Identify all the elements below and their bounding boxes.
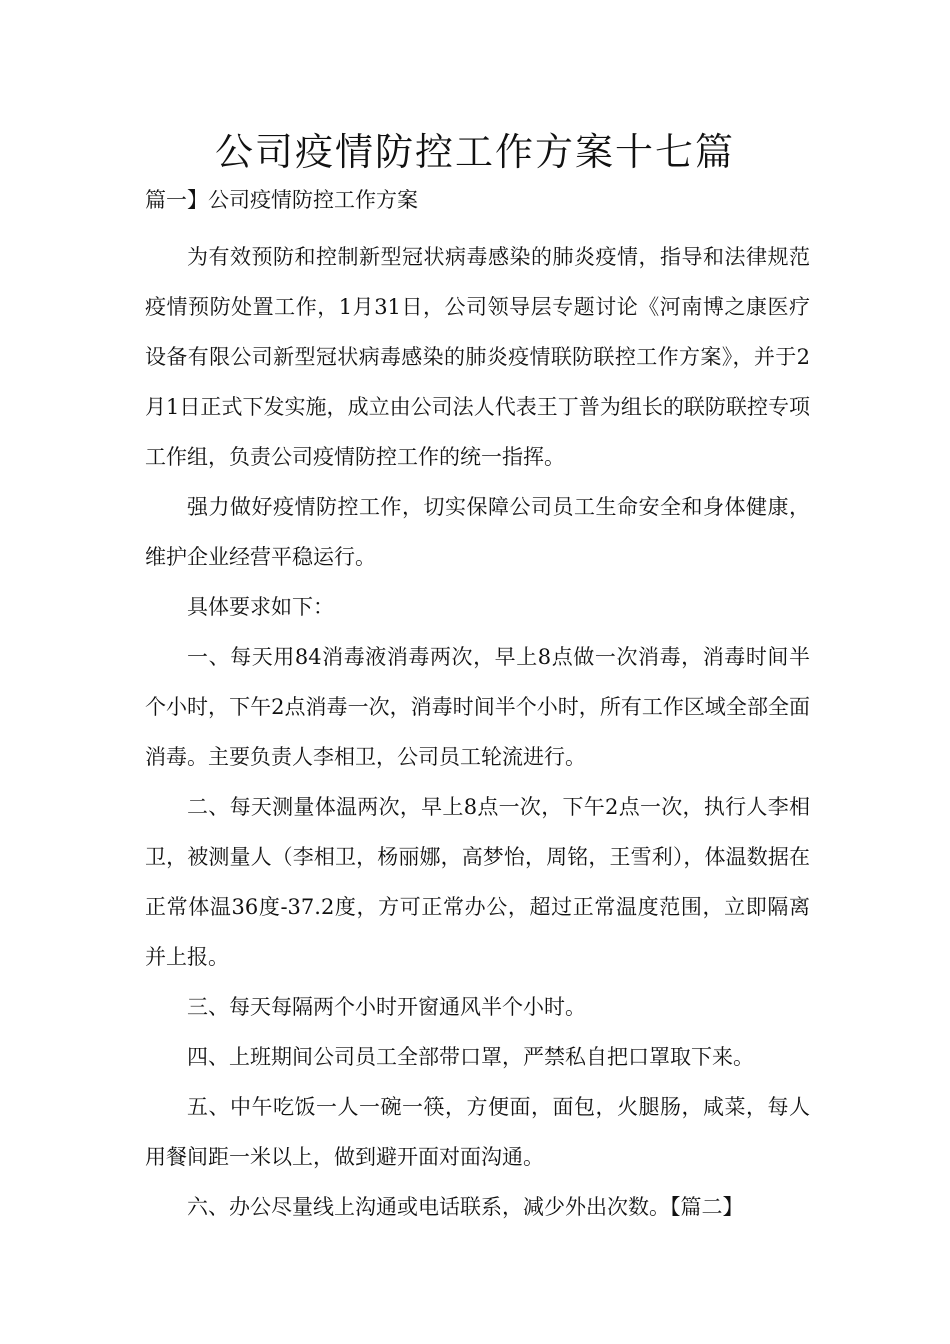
paragraph-item-3: 三、每天每隔两个小时开窗通风半个小时。	[187, 995, 586, 1019]
paragraph-requirements-lead: 具体要求如下：	[187, 595, 334, 619]
paragraph-item-6: 六、办公尽量线上沟通或电话联系，减少外出次数。【篇二】	[187, 1195, 744, 1219]
paragraph-item-4: 四、上班期间公司员工全部带口罩，严禁私自把口罩取下来。	[187, 1045, 754, 1069]
document-title: 公司疫情防控工作方案十七篇	[214, 130, 735, 174]
paragraph-item-5: 五、中午吃饭一人一碗一筷，方便面，面包，火腿肠，咸菜，每人用餐间距一米以上，做到避开面对面沟通。	[145, 1095, 810, 1169]
section-heading: 篇一】公司疫情防控工作方案	[145, 188, 418, 212]
paragraph-item-1: 一、每天用84消毒液消毒两次，早上8点做一次消毒，消毒时间半个小时，下午2点消毒一次，消毒时间半个小时，所有工作区域全部全面消毒。主要负责人李相卫，公司员工轮流进行。	[145, 645, 810, 769]
paragraph-item-2: 二、每天测量体温两次，早上8点一次，下午2点一次，执行人李相卫，被测量人（李相卫，杨丽娜，高梦怡，周铭，王雪利），体温数据在正常体温36度-37.2度，方可正常办公，超过正常温度范围，立即隔离并上报。	[145, 795, 810, 969]
document-body	[145, 232, 810, 1232]
paragraph-goal: 强力做好疫情防控工作，切实保障公司员工生命安全和身体健康，维护企业经营平稳运行。	[145, 495, 810, 569]
paragraph-intro: 为有效预防和控制新型冠状病毒感染的肺炎疫情，指导和法律规范疫情预防处置工作，1月31日，公司领导层专题讨论《河南博之康医疗设备有限公司新型冠状病毒感染的肺炎疫情联防联控工作方案》，并于2月1日正式下发实施，成立由公司法人代表王丁普为组长的联防联控专项工作组，负责公司疫情防控工作的统一指挥。	[145, 245, 810, 469]
